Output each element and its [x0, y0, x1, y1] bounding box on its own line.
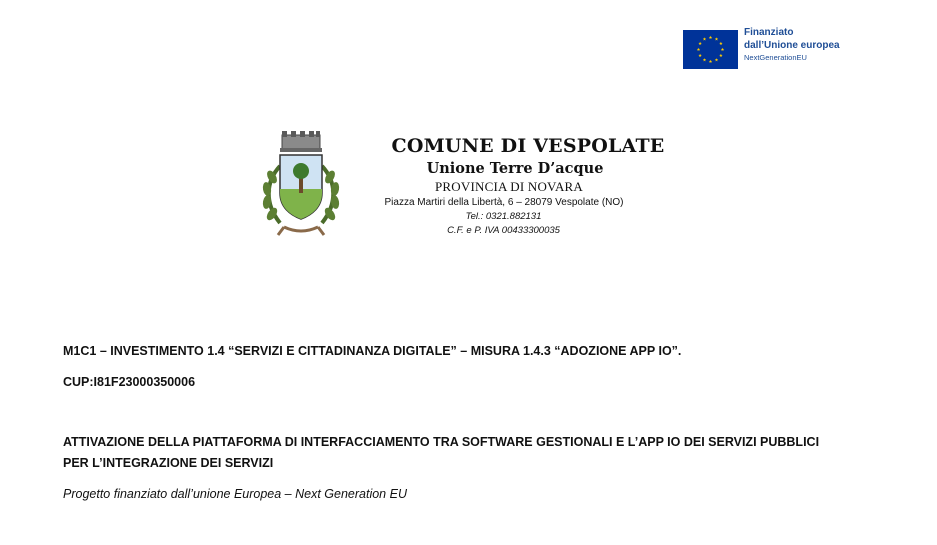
letterhead [340, 135, 700, 236]
province-name: PROVINCIA DI NOVARA [434, 179, 584, 194]
measure-heading: M1C1 – INVESTIMENTO 1.4 “SERVIZI E CITTADINANZA DIGITALE” – MISURA 1.4.3 “ADOZIONE APP IO”. [63, 344, 682, 358]
cup-code: CUP:I81F23000350006 [63, 375, 196, 389]
nextgen-label: NextGenerationEU [744, 53, 807, 62]
union-name: Unione Terre D’acque [426, 160, 604, 177]
eu-flag-icon [683, 30, 738, 69]
eu-funding-logo [683, 28, 883, 72]
project-title-line-1: ATTIVAZIONE DELLA PIATTAFORMA DI INTERFACCIAMENTO TRA SOFTWARE GESTIONALI E L’APP IO DEI SERVIZI PUBBLICI [63, 435, 820, 449]
tax-code: C.F. e P. IVA 00433300035 [447, 225, 560, 236]
eu-union-label: dall’Unione europea [744, 40, 840, 51]
municipality-name: COMUNE DI VESPOLATE [391, 135, 665, 157]
eu-funding-text [744, 28, 840, 62]
eu-funded-label: Finanziato [744, 27, 794, 38]
address: Piazza Martiri della Libertà, 6 – 28079 Vespolate (NO) [384, 197, 624, 208]
phone-number: Tel.: 0321.882131 [465, 211, 542, 222]
project-title-line-2: PER L’INTEGRAZIONE DEI SERVIZI [63, 456, 274, 470]
funding-note: Progetto finanziato dall’unione Europea – Next Generation EU [63, 487, 407, 501]
